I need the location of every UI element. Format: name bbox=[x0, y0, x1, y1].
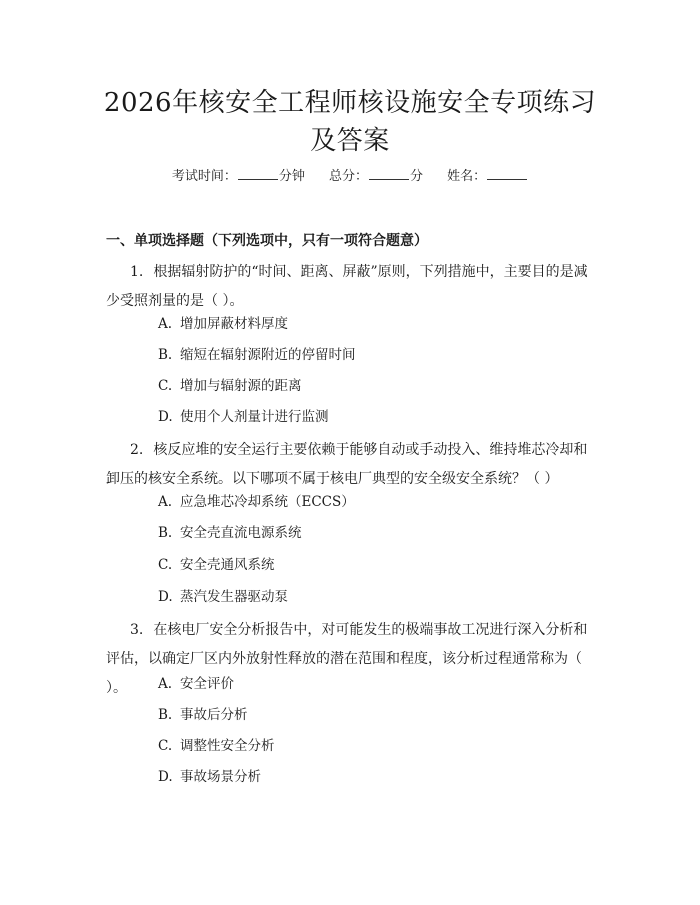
exam-name-blank bbox=[487, 167, 527, 180]
question-2 bbox=[106, 436, 596, 494]
question-2-option-d bbox=[158, 587, 288, 607]
option-letter: D. bbox=[158, 769, 173, 785]
exam-name bbox=[447, 167, 528, 187]
question-2-option-c bbox=[158, 555, 275, 575]
option-text: 安全壳直流电源系统 bbox=[180, 525, 302, 541]
exam-score-unit: 分 bbox=[410, 169, 424, 184]
option-letter: A. bbox=[158, 316, 173, 332]
exam-time bbox=[172, 167, 305, 187]
question-number: 2. bbox=[130, 442, 144, 458]
option-text: 调整性安全分析 bbox=[180, 738, 275, 754]
question-text: 核反应堆的安全运行主要依赖于能够自动或手动投入、维持堆芯冷却和卸压的核安全系统。以下哪项不属于核电厂典型的安全级安全系统？（ ） bbox=[106, 442, 588, 487]
option-letter: B. bbox=[158, 347, 173, 363]
option-text: 缩短在辐射源附近的停留时间 bbox=[180, 347, 356, 363]
option-text: 蒸汽发生器驱动泵 bbox=[180, 589, 288, 605]
option-text: 增加与辐射源的距离 bbox=[180, 378, 302, 394]
question-number: 1. bbox=[130, 264, 144, 280]
question-1-option-a bbox=[158, 314, 288, 334]
question-number: 3. bbox=[130, 622, 144, 638]
question-1-option-b bbox=[158, 345, 356, 365]
question-3-option-d bbox=[158, 767, 261, 787]
exam-score-blank bbox=[369, 167, 409, 180]
option-text: 安全壳通风系统 bbox=[180, 557, 275, 573]
question-3-option-a bbox=[158, 674, 234, 694]
exam-meta bbox=[0, 167, 700, 187]
question-2-option-b bbox=[158, 523, 302, 543]
option-letter: C. bbox=[158, 378, 173, 394]
question-text: 根据辐射防护的“时间、距离、屏蔽”原则，下列措施中，主要目的是减少受照剂量的是（ ）。 bbox=[106, 264, 588, 309]
option-text: 增加屏蔽材料厚度 bbox=[180, 316, 288, 332]
question-3-option-b bbox=[158, 705, 248, 725]
option-letter: A. bbox=[158, 494, 173, 510]
exam-time-blank bbox=[238, 167, 278, 180]
question-1-option-c bbox=[158, 376, 302, 396]
option-text: 使用个人剂量计进行监测 bbox=[180, 409, 329, 425]
option-text: 安全评价 bbox=[180, 676, 234, 692]
question-3-option-c bbox=[158, 736, 275, 756]
option-letter: C. bbox=[158, 557, 173, 573]
option-text: 事故场景分析 bbox=[180, 769, 261, 785]
option-text: 应急堆芯冷却系统（ECCS） bbox=[180, 494, 355, 510]
option-letter: D. bbox=[158, 409, 173, 425]
exam-time-label: 考试时间： bbox=[171, 169, 237, 184]
question-1-option-d bbox=[158, 407, 329, 427]
option-text: 事故后分析 bbox=[180, 707, 248, 723]
question-2-option-a bbox=[158, 492, 355, 512]
option-letter: B. bbox=[158, 707, 173, 723]
option-letter: D. bbox=[158, 589, 173, 605]
question-1 bbox=[106, 258, 596, 316]
exam-score bbox=[329, 167, 423, 187]
section-title: 一、单项选择题（下列选项中，只有一项符合题意） bbox=[106, 233, 428, 249]
exam-name-label: 姓名： bbox=[447, 169, 487, 184]
exam-score-label: 总分： bbox=[328, 169, 368, 184]
question-text: 在核电厂安全分析报告中，对可能发生的极端事故工况进行深入分析和评估，以确定厂区内外放射性释放的潜在范围和程度，该分析过程通常称为（ ）。 bbox=[106, 622, 588, 696]
exam-time-unit: 分钟 bbox=[278, 169, 305, 184]
option-letter: A. bbox=[158, 676, 173, 692]
option-letter: B. bbox=[158, 525, 173, 541]
page-title: 2026年核安全工程师核设施安全专项练习及答案 bbox=[103, 88, 597, 156]
option-letter: C. bbox=[158, 738, 173, 754]
